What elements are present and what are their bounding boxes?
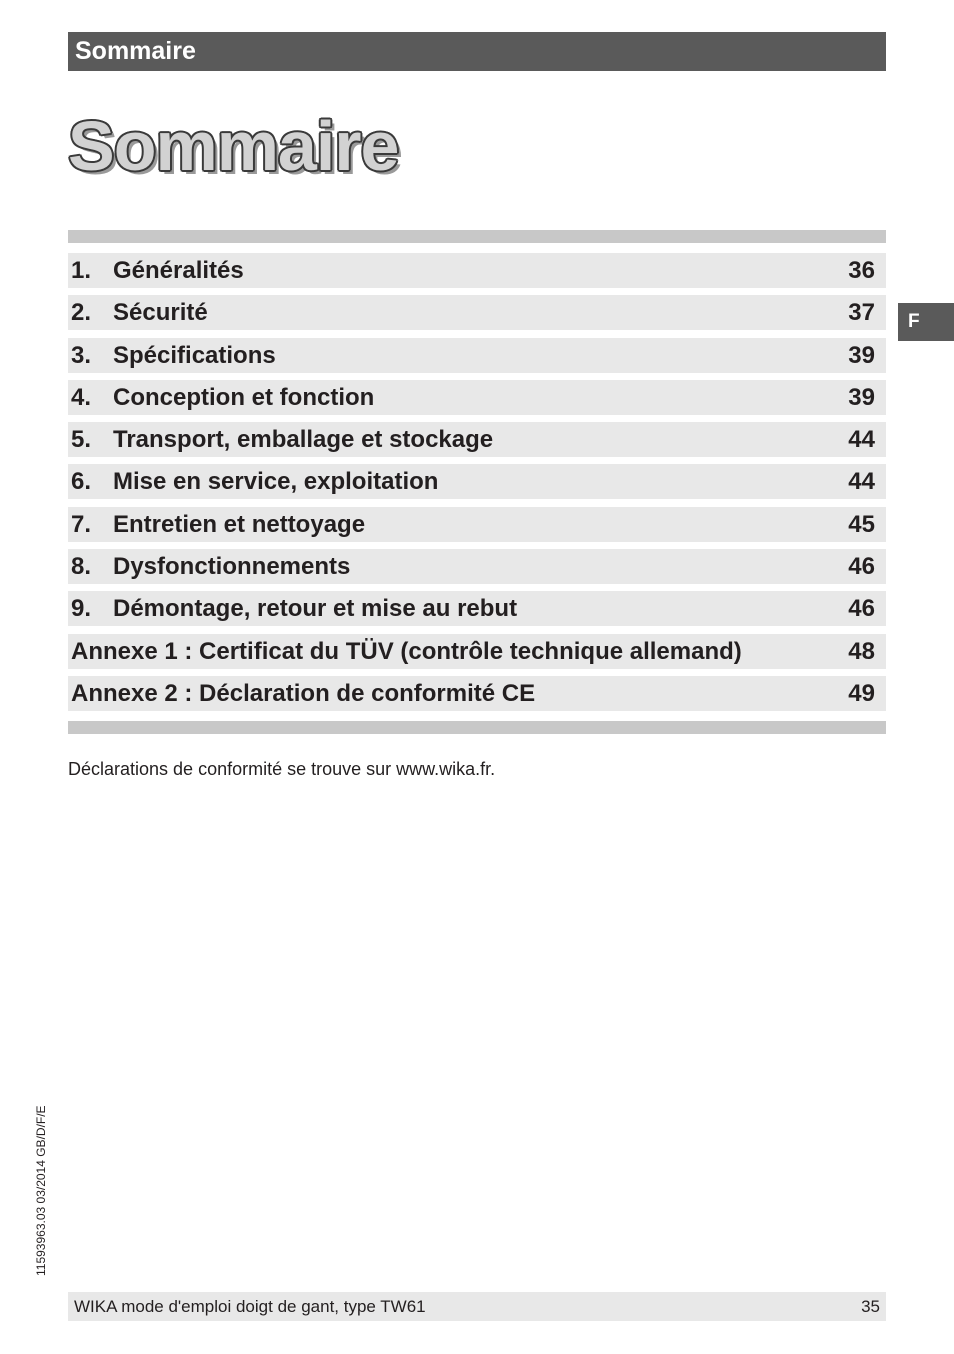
toc-entry-title: Démontage, retour et mise au rebut bbox=[113, 595, 518, 623]
toc-annex-page: 49 bbox=[848, 679, 875, 707]
toc-top-rule bbox=[68, 230, 886, 243]
toc-bottom-rule bbox=[68, 721, 886, 734]
toc-entry[interactable] bbox=[68, 253, 886, 288]
toc-entry-title: Spécifications bbox=[113, 341, 276, 369]
toc-annex-title: Annexe 1 : Certificat du TÜV (contrôle technique allemand) bbox=[71, 637, 742, 665]
toc-entry[interactable] bbox=[68, 380, 886, 415]
language-tab-label: F bbox=[908, 311, 920, 332]
toc-entry-page: 36 bbox=[848, 257, 875, 284]
toc-entry-number: 2. bbox=[71, 299, 92, 327]
toc-annex-title: Annexe 2 : Déclaration de conformité CE bbox=[71, 679, 536, 707]
toc-entry-page: 39 bbox=[848, 341, 875, 369]
toc-entry-number: 9. bbox=[71, 595, 92, 623]
toc-entry[interactable] bbox=[68, 507, 886, 542]
toc-entry[interactable] bbox=[68, 338, 886, 373]
toc-entry-number: 4. bbox=[71, 383, 92, 411]
footer-page-number: 35 bbox=[861, 1297, 880, 1316]
document-code: 11593963.03 03/2014 GB/D/F/E bbox=[34, 1105, 48, 1276]
toc-entry[interactable] bbox=[68, 464, 886, 499]
toc-entry[interactable] bbox=[68, 591, 886, 626]
page-footer bbox=[68, 1292, 886, 1321]
toc-entry-title: Sécurité bbox=[113, 299, 208, 327]
toc-entry-title: Entretien et nettoyage bbox=[113, 510, 366, 538]
toc-entry-title: Transport, emballage et stockage bbox=[113, 426, 494, 454]
toc-entry-number: 6. bbox=[71, 468, 92, 496]
toc-entry-number: 1. bbox=[71, 257, 92, 284]
section-header-bar bbox=[68, 32, 886, 71]
toc-entry[interactable] bbox=[68, 549, 886, 584]
toc-entry-page: 37 bbox=[848, 299, 875, 327]
toc-entry-page: 44 bbox=[848, 426, 875, 454]
toc-entry-page: 39 bbox=[848, 383, 875, 411]
toc-annex-entry[interactable] bbox=[68, 634, 886, 669]
toc-entry-title: Généralités bbox=[113, 257, 244, 284]
toc-annex-page: 48 bbox=[848, 637, 875, 665]
page-title: Sommaire bbox=[68, 107, 399, 185]
footer-document-title: WIKA mode d'emploi doigt de gant, type TW61 bbox=[74, 1297, 426, 1316]
toc-entry-page: 46 bbox=[848, 595, 875, 623]
toc-entry[interactable] bbox=[68, 295, 886, 330]
toc-entry-number: 3. bbox=[71, 341, 92, 369]
toc-entry-page: 44 bbox=[848, 468, 875, 496]
section-header-label: Sommaire bbox=[75, 37, 196, 65]
conformity-note: Déclarations de conformité se trouve sur www.wika.fr. bbox=[68, 759, 496, 779]
table-of-contents bbox=[68, 253, 886, 718]
toc-entry-title: Mise en service, exploitation bbox=[113, 468, 439, 496]
toc-entry-page: 45 bbox=[848, 510, 875, 538]
toc-entry-title: Dysfonctionnements bbox=[113, 553, 351, 581]
language-tab bbox=[898, 303, 954, 341]
toc-entry-number: 5. bbox=[71, 426, 92, 454]
toc-entry-number: 8. bbox=[71, 553, 92, 581]
toc-entry-number: 7. bbox=[71, 510, 92, 538]
toc-entry[interactable] bbox=[68, 422, 886, 457]
toc-entry-title: Conception et fonction bbox=[113, 383, 375, 411]
toc-annex-entry[interactable] bbox=[68, 676, 886, 711]
toc-entry-page: 46 bbox=[848, 553, 875, 581]
